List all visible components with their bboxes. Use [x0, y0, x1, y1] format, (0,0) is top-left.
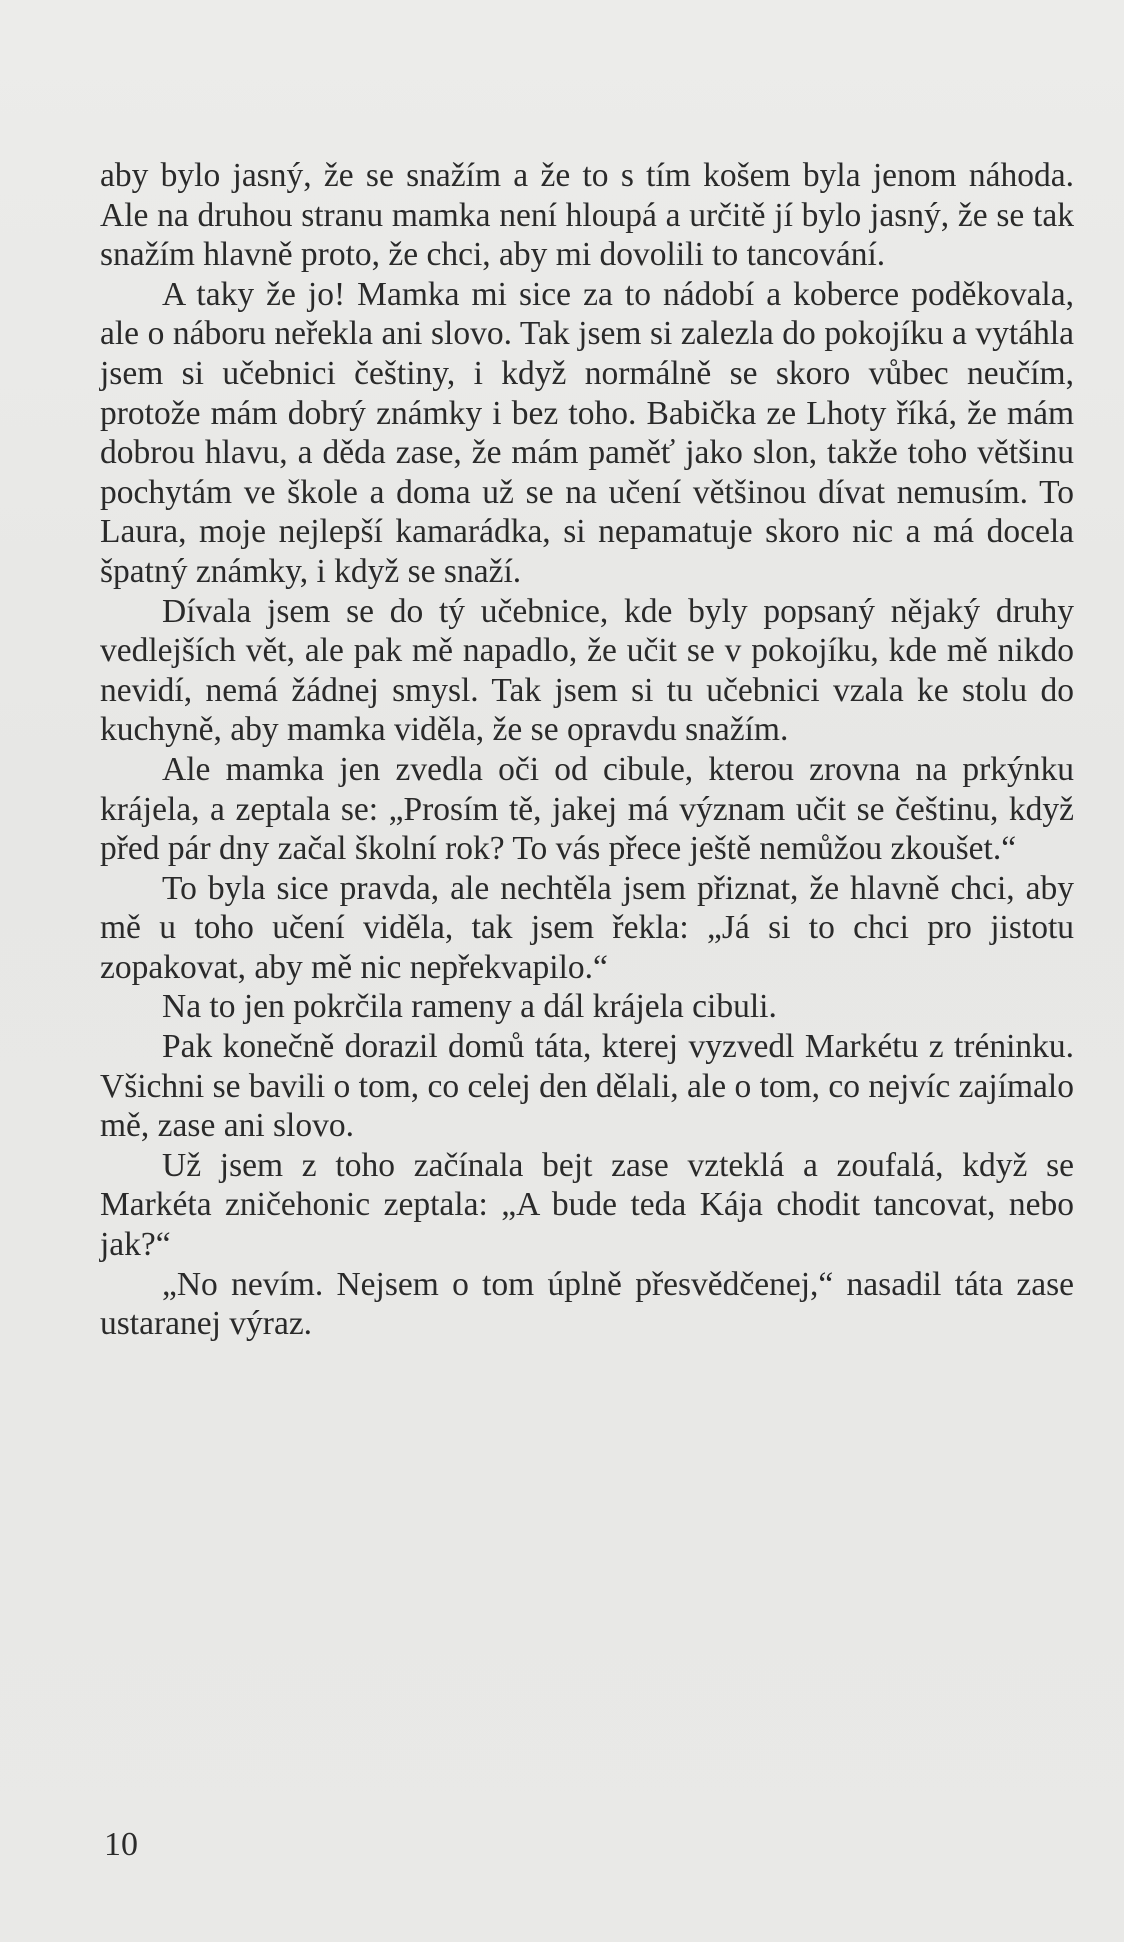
paragraph-2: A taky že jo! Mamka mi sice za to nádobí a koberce poděkovala, ale o náboru neřekla ani slovo. Tak jsem si zalezla do pokojíku a vytáhla jsem si učebnici češtiny, i když normálně se skoro vůbec neučím, protože mám dobrý známky i bez toho. Babička ze Lhoty říká, že mám dobrou hlavu, a děda zase, že mám paměť jako slon, takže toho většinu pochytám ve škole a doma už se na učení většinou dívat nemusím. To Laura, moje nejlepší kamarádka, si nepamatuje skoro nic a má docela špatný známky, i když se snaží. — [100, 275, 1074, 590]
paragraph-4: Ale mamka jen zvedla oči od cibule, kterou zrovna na prkýnku krájela, a zeptala se: „Prosím tě, jakej má význam učit se češtinu, když před pár dny začal školní rok? To vás přece ještě nemůžou zkoušet.“ — [100, 750, 1074, 868]
paragraph-5: To byla sice pravda, ale nechtěla jsem přiznat, že hlavně chci, aby mě u toho učení viděla, tak jsem řekla: „Já si to chci pro jistotu zopakovat, aby mě nic nepřekvapilo.“ — [100, 869, 1074, 986]
paragraph-6: Na to jen pokrčila rameny a dál krájela cibuli. — [162, 988, 777, 1026]
paragraph-3: Dívala jsem se do tý učebnice, kde byly popsaný nějaký druhy vedlejších vět, ale pak mě napadlo, že učit se v pokojíku, kde mě nikdo nevidí, nemá žádnej smysl. Tak jsem si tu učebnici vzala ke stolu do kuchyně, aby mamka viděla, že se opravdu snažím. — [100, 592, 1074, 749]
paragraph-8: Už jsem z toho začínala bejt zase vzteklá a zoufalá, když se Markéta zničehonic zeptala: „A bude teda Kája chodit tancovat, nebo jak?“ — [100, 1146, 1074, 1264]
body-text — [100, 156, 1074, 1344]
page-number: 10 — [104, 1826, 138, 1863]
paragraph-1: aby bylo jasný, že se snažím a že to s tím košem byla jenom náhoda. Ale na druhou stranu mamka není hloupá a určitě jí bylo jasný, že se tak snažím hlavně proto, že chci, aby mi dovolili to tancování. — [100, 157, 1074, 274]
paragraph-9: „No nevím. Nejsem o tom úplně přesvědčenej,“ nasadil táta zase ustaranej výraz. — [100, 1265, 1074, 1343]
paragraph-7: Pak konečně dorazil domů táta, kterej vyzvedl Markétu z tréninku. Všichni se bavili o tom, co celej den dělali, ale o tom, co nejvíc zajímalo mě, zase ani slovo. — [100, 1028, 1074, 1145]
